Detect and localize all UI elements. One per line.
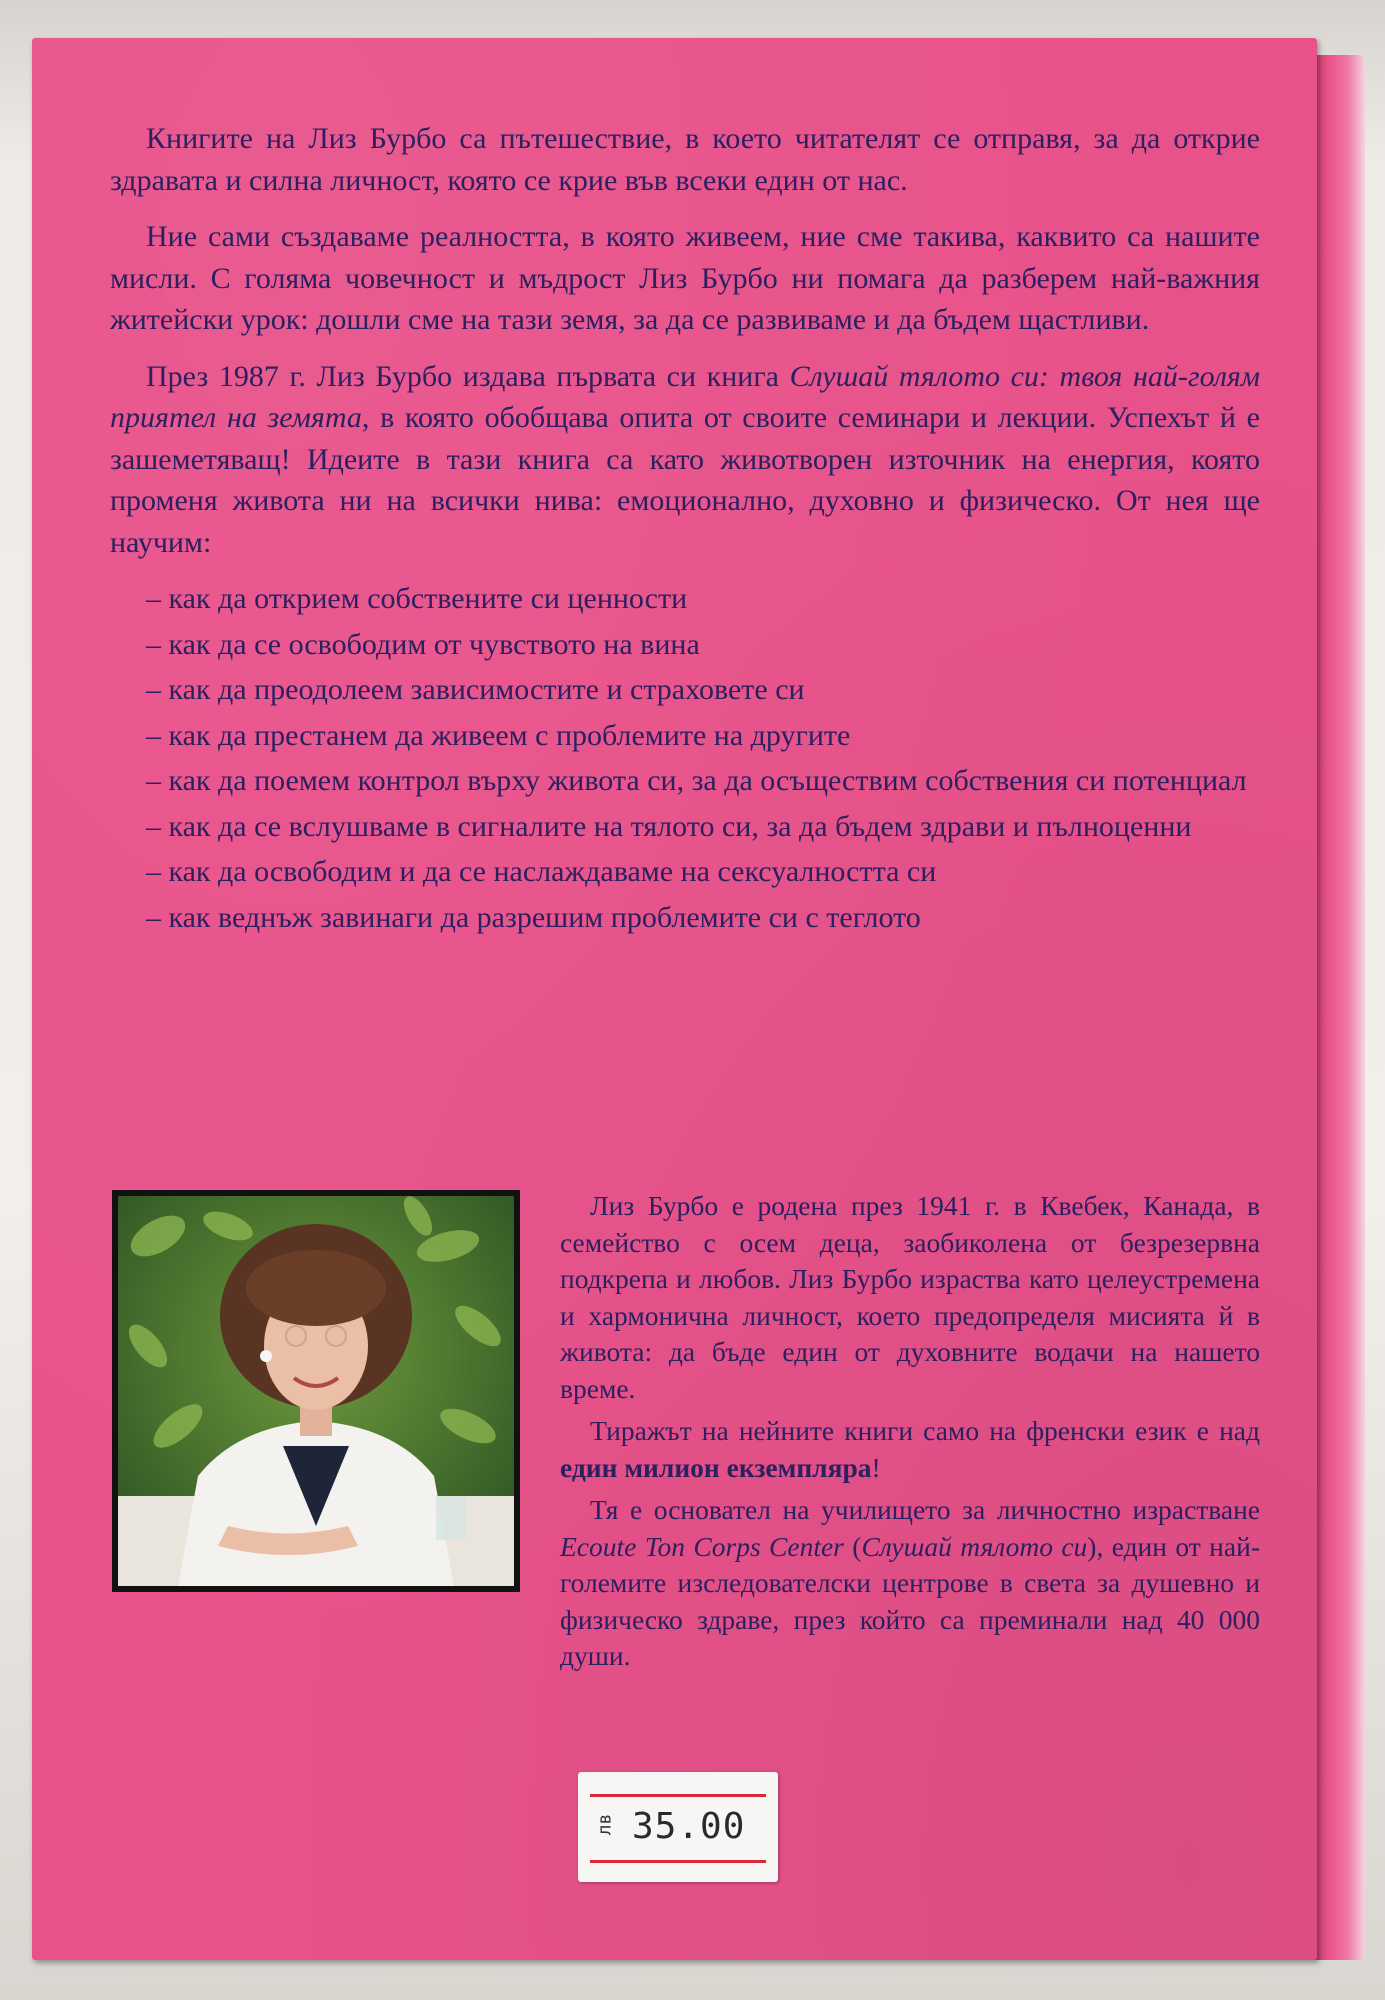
list-item: – как веднъж завинаги да разрешим проблемите си с теглото (146, 900, 921, 934)
book-spine (1310, 55, 1365, 1960)
paragraph-1: Книгите на Лиз Бурбо са пътешествие, в което читателят се отправя, за да открие здравата и силна личност, която се крие във всеки един от нас. (110, 122, 1260, 197)
list-item: – как да освободим и да се наслаждаваме на сексуалността си (146, 855, 937, 888)
description-text (110, 118, 1260, 942)
author-photo-frame (112, 1190, 520, 1592)
author-portrait-image (118, 1196, 514, 1586)
sticker-line-bottom (590, 1860, 766, 1863)
bio-p2-bold: един милион екземпляра (560, 1451, 872, 1483)
paragraph-3 (110, 356, 1260, 564)
school-name-bg: Слушай тялото си (861, 1530, 1088, 1562)
price-value: 35.00 (632, 1806, 746, 1847)
author-bio (560, 1188, 1260, 1681)
price-currency: лв (594, 1813, 616, 1836)
author-photo (118, 1196, 514, 1586)
bio-paragraph-2 (560, 1413, 1260, 1486)
book-title: Слушай тялото си: твоя най-голям приятел на земята (110, 359, 1261, 434)
list-item: – как да се освободим от чувството на вина (146, 627, 700, 661)
bio-p2-end: ! (871, 1451, 881, 1483)
list-item: – как да се вслушваме в сигналите на тялото си, за да бъдем здрави и пълноценни (146, 809, 1192, 843)
list-item: – как да престанем да живеем с проблемите на другите (146, 718, 851, 752)
sticker-line-top (590, 1794, 766, 1797)
list-item: – как да преодолеем зависимостите и страховете си (146, 673, 805, 706)
paragraph-2: Ние сами създаваме реалността, в която живеем, ние сме такива, каквито са нашите мисли. С голяма човечност и мъдрост Лиз Бурбо ни помага да разберем най-важния житейски урок: дошли сме на тази земя, за да се развиваме и да бъдем щастливи. (110, 220, 1260, 336)
paragraph-3-end: , в която обобщава опита от своите семинари и лекции. Успехът й е зашеметяващ! Идеите в тази книга са като животворен източник на енергия, която променя живота ни на всички нива: емоционално, духовно и физическо. От нея ще научим: (110, 401, 1260, 559)
school-name: Ecoute Ton Corps Center (560, 1530, 844, 1562)
bio-p3-end: ), един от най-големите изследователски центрове в света за душевно и физическо здраве, през който са преминали над 40 000 души. (560, 1530, 1260, 1671)
price-sticker (578, 1772, 778, 1882)
bio-p2-start: Тиражът на нейните книги само на френски език е над (590, 1415, 1260, 1446)
bio-p3-start: Тя е основател на училището за личностно израстване (590, 1494, 1260, 1525)
bio-p3-mid: ( (843, 1530, 862, 1562)
paragraph-3-start: През 1987 г. Лиз Бурбо издава първата си книга (146, 359, 790, 393)
bio-paragraph-1: Лиз Бурбо е родена през 1941 г. в Квебек, Канада, в семейство с осем деца, заобиколена от безрезервна подкрепа и любов. Лиз Бурбо израства като целеустремена и хармонична личност, което предопределя мисията й в живота: да бъде един от духовните водачи на нашето време. (560, 1190, 1260, 1404)
benefits-list (110, 578, 1260, 938)
bio-paragraph-3 (560, 1492, 1260, 1675)
list-item: – как да открием собствените си ценности (146, 582, 688, 615)
list-item: – как да поемем контрол върху живота си, за да осъществим собствения си потенциал (146, 764, 1247, 797)
